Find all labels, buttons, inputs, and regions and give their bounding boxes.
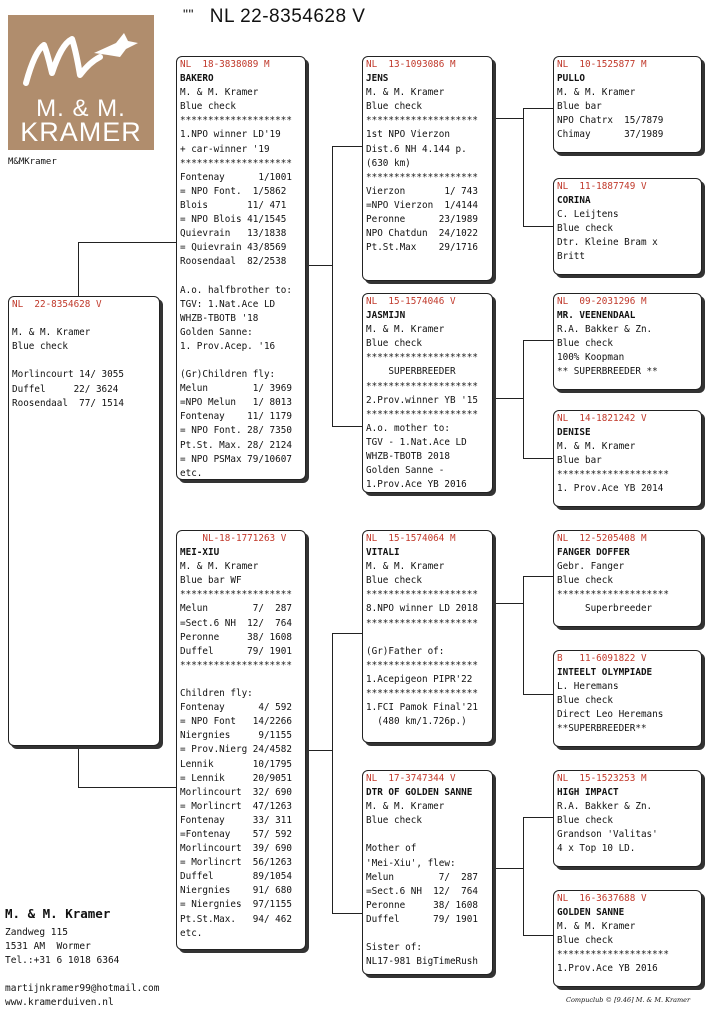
- detail-line: = NPO Font. 1/5862: [180, 185, 287, 197]
- detail-line: Blue check: [557, 575, 613, 587]
- logo-line2: KRAMER: [20, 117, 142, 147]
- detail-line: NPO Chatrx 15/7879: [557, 115, 664, 127]
- pigeon-details: [557, 680, 698, 736]
- detail-line: 8.NPO winner LD 2018: [366, 603, 478, 615]
- pigeon-details: [180, 86, 302, 480]
- detail-line: 1.Acepigeon PIPR'22: [366, 673, 473, 685]
- detail-line: M. & M. Kramer: [557, 87, 636, 99]
- pedigree-header: [183, 6, 365, 28]
- detail-line: ********************: [366, 171, 478, 183]
- pigeon-details: [557, 800, 698, 856]
- detail-line: = Niergnies 97/1155: [180, 899, 292, 911]
- connector: [523, 108, 524, 226]
- pigeon-card-dam-dam-dam[interactable]: [553, 890, 702, 987]
- detail-line: [12, 354, 156, 368]
- detail-line: 'Mei-Xiu', flew:: [366, 857, 456, 869]
- detail-line: (630 km): [366, 157, 411, 169]
- detail-line: ********************: [366, 688, 478, 700]
- detail-line: Melun 7/ 287: [366, 871, 478, 883]
- detail-line: = Morlincrt 47/1263: [180, 800, 292, 812]
- detail-line: ** SUPERBREEDER **: [557, 366, 658, 378]
- detail-line: Blois 11/ 471: [180, 199, 287, 211]
- detail-line: =Fontenay 57/ 592: [180, 828, 292, 840]
- detail-line: 1st NPO Vierzon: [366, 129, 450, 141]
- pigeon-name: PULLO: [557, 73, 585, 85]
- connector: [493, 868, 523, 869]
- detail-line: Roosendaal 77/ 1514: [12, 397, 124, 409]
- pigeon-details: [557, 208, 698, 264]
- ring-number: NL 09-2031296 M: [557, 296, 647, 307]
- pigeon-details: [557, 440, 698, 496]
- detail-line: TGV - 1.Nat.Ace LD: [366, 436, 467, 448]
- detail-line: Pt.St.Max 29/1716: [366, 242, 478, 254]
- pigeon-card-dam-dam[interactable]: [362, 770, 493, 975]
- detail-line: Golden Sanne -: [366, 465, 445, 477]
- detail-line: 1.Prov.Ace YB 2016: [557, 963, 658, 975]
- connector: [523, 576, 524, 694]
- detail-line: A.o. halfbrother to:: [180, 284, 292, 296]
- pigeon-details: [12, 312, 156, 411]
- detail-line: Blue check: [557, 935, 613, 947]
- detail-line: M. & M. Kramer: [366, 87, 445, 99]
- detail-line: 1.NPO winner LD'19: [180, 129, 281, 141]
- detail-line: **SUPERBREEDER**: [557, 723, 647, 735]
- ring-number: NL 15-1523253 M: [557, 773, 647, 784]
- detail-line: R.A. Bakker & Zn.: [557, 801, 653, 813]
- detail-line: [366, 927, 489, 941]
- detail-line: = NPO PSMax 79/10607: [180, 453, 292, 465]
- detail-line: =NPO Vierzon 1/4144: [366, 199, 478, 211]
- detail-line: Niergnies 91/ 680: [180, 885, 292, 897]
- detail-line: ********************: [180, 115, 292, 127]
- connector: [523, 694, 553, 695]
- pigeon-name: CORINA: [557, 195, 591, 207]
- connector: [523, 340, 524, 458]
- connector: [523, 817, 524, 935]
- pigeon-name: DTR OF GOLDEN SANNE: [366, 787, 473, 799]
- pigeon-details: [557, 560, 698, 616]
- detail-line: NPO Chatdun 24/1022: [366, 228, 478, 240]
- detail-line: Melun 7/ 287: [180, 603, 292, 615]
- detail-line: ********************: [557, 469, 669, 481]
- detail-line: ********************: [366, 617, 478, 629]
- detail-line: ********************: [366, 352, 478, 364]
- detail-line: Duffel 22/ 3624: [12, 383, 119, 395]
- detail-line: NL17-981 BigTimeRush: [366, 956, 478, 968]
- ring-number: B 11-6091822 V: [557, 653, 647, 664]
- pigeon-name: BAKERO: [180, 73, 214, 85]
- detail-line: A.o. mother to:: [366, 422, 450, 434]
- detail-line: M. & M. Kramer: [366, 324, 445, 336]
- detail-line: ********************: [180, 659, 292, 671]
- detail-line: L. Heremans: [557, 681, 619, 693]
- detail-line: R.A. Bakker & Zn.: [557, 324, 653, 336]
- pigeon-card-dam-sire-dam[interactable]: [553, 650, 702, 747]
- pigeon-card-dam-sire-sire[interactable]: [553, 530, 702, 627]
- connector: [332, 633, 362, 634]
- detail-line: WHZB-TBOTB '18: [180, 312, 259, 324]
- detail-line: Blue check: [557, 695, 613, 707]
- detail-line: =Sect.6 NH 12/ 764: [180, 617, 292, 629]
- ring-number: NL 11-1887749 V: [557, 181, 647, 192]
- connector: [493, 603, 523, 604]
- detail-line: Britt: [557, 251, 585, 263]
- pigeon-details: [557, 920, 698, 976]
- detail-line: = NPO Blois 41/1545: [180, 214, 287, 226]
- pigeon-details: [366, 86, 489, 255]
- ring-number: NL 12-5205408 M: [557, 533, 647, 544]
- connector: [523, 935, 553, 936]
- detail-line: Duffel 79/ 1901: [366, 913, 478, 925]
- detail-line: TGV: 1.Nat.Ace LD: [180, 298, 276, 310]
- detail-line: Blue check: [557, 815, 613, 827]
- detail-line: [366, 631, 489, 645]
- pigeon-card-dam-sire[interactable]: [362, 530, 493, 743]
- connector: [78, 242, 79, 298]
- detail-line: ********************: [366, 115, 478, 127]
- detail-line: (480 km/1.726p.): [366, 716, 467, 728]
- detail-line: Blue bar: [557, 101, 602, 113]
- connector: [306, 265, 332, 266]
- detail-line: ********************: [366, 589, 478, 601]
- detail-line: =NPO Melun 1/ 8013: [180, 397, 292, 409]
- pigeon-name: MEI-XIU: [180, 547, 220, 559]
- detail-line: Blue check: [557, 338, 613, 350]
- connector: [523, 458, 553, 459]
- ring-number: NL 22-8354628 V: [12, 299, 102, 310]
- detail-line: ********************: [180, 589, 292, 601]
- detail-line: M. & M. Kramer: [180, 561, 259, 573]
- pigeon-card-sire-dam-dam[interactable]: [553, 410, 702, 507]
- detail-line: Peronne 38/ 1608: [180, 631, 292, 643]
- detail-line: Peronne 23/1989: [366, 214, 478, 226]
- detail-line: Mother of: [366, 843, 417, 855]
- ring-number: NL 10-1525877 M: [557, 59, 647, 70]
- detail-line: Grandson 'Valitas': [557, 829, 658, 841]
- ring-number: NL 13-1093086 M: [366, 59, 456, 70]
- pigeon-details: [557, 86, 698, 142]
- pigeon-details: [180, 560, 302, 941]
- pigeon-name: JENS: [366, 73, 389, 85]
- detail-line: Blue check: [557, 223, 613, 235]
- detail-line: M. & M. Kramer: [12, 327, 91, 339]
- detail-line: [12, 312, 156, 326]
- detail-line: =Sect.6 NH 12/ 764: [366, 885, 478, 897]
- detail-line: = Lennik 20/9051: [180, 772, 292, 784]
- pigeon-details: [366, 560, 489, 729]
- connector: [78, 787, 176, 788]
- detail-line: Blue bar: [557, 455, 602, 467]
- owner-name: M. & M. Kramer: [5, 906, 111, 921]
- detail-line: ********************: [366, 380, 478, 392]
- connector: [332, 633, 333, 913]
- detail-line: = Quievrain 43/8569: [180, 242, 287, 254]
- detail-line: Superbreeder: [557, 603, 653, 615]
- pigeon-name: VITALI: [366, 547, 400, 559]
- detail-line: ********************: [366, 408, 478, 420]
- detail-line: 1. Prov.Acep. '16: [180, 340, 276, 352]
- ring-number: NL 18-3838089 M: [180, 59, 270, 70]
- connector: [493, 398, 523, 399]
- connector: [523, 340, 553, 341]
- pigeon-card-sire-sire[interactable]: [362, 56, 493, 281]
- detail-line: Fontenay 11/ 1179: [180, 411, 292, 423]
- pigeon-name: INTEELT OLYMPIADE: [557, 667, 653, 679]
- connector: [523, 226, 553, 227]
- detail-line: = NPO Font 14/2266: [180, 716, 292, 728]
- owner-street: Zandweg 115: [5, 927, 68, 938]
- pigeon-name: MR. VEENENDAAL: [557, 310, 636, 322]
- detail-line: 1.Prov.Ace YB 2016: [366, 479, 467, 491]
- detail-line: Dist.6 NH 4.144 p.: [366, 143, 467, 155]
- pigeon-logo-icon: [22, 31, 140, 91]
- detail-line: Dtr. Kleine Bram x: [557, 237, 658, 249]
- detail-line: [366, 828, 489, 842]
- detail-line: [180, 673, 302, 687]
- detail-line: Gebr. Fanger: [557, 561, 625, 573]
- ring-number: NL 17-3747344 V: [366, 773, 456, 784]
- detail-line: Blue check: [366, 338, 422, 350]
- pigeon-card-sire-sire-sire[interactable]: [553, 56, 702, 153]
- detail-line: Morlincourt 32/ 690: [180, 786, 292, 798]
- detail-line: Morlincourt 39/ 690: [180, 843, 292, 855]
- detail-line: Blue check: [366, 101, 422, 113]
- detail-line: (Gr)Children fly:: [180, 369, 276, 381]
- pigeon-card-sire-dam[interactable]: [362, 293, 493, 493]
- detail-line: Sister of:: [366, 942, 422, 954]
- ring-number: NL 15-1574046 V: [366, 296, 456, 307]
- detail-line: etc.: [180, 927, 203, 939]
- detail-line: M. & M. Kramer: [180, 87, 259, 99]
- detail-line: 1.FCI Pamok Final'21: [366, 702, 478, 714]
- pigeon-details: [557, 323, 698, 379]
- detail-line: [180, 354, 302, 368]
- pigeon-name: GOLDEN SANNE: [557, 907, 625, 919]
- detail-line: 4 x Top 10 LD.: [557, 843, 636, 855]
- ring-number: NL 14-1821242 V: [557, 413, 647, 424]
- detail-line: Golden Sanne:: [180, 326, 253, 338]
- header-title: NL 22-8354628 V: [209, 6, 366, 27]
- detail-line: Direct Leo Heremans: [557, 709, 664, 721]
- detail-line: Duffel 79/ 1901: [180, 645, 292, 657]
- detail-line: Blue bar WF: [180, 575, 242, 587]
- detail-line: Fontenay 33/ 311: [180, 814, 292, 826]
- detail-line: = Prov.Nierg 24/4582: [180, 744, 292, 756]
- detail-line: Chimay 37/1989: [557, 129, 664, 141]
- detail-line: Blue check: [366, 815, 422, 827]
- pigeon-name: HIGH IMPACT: [557, 787, 619, 799]
- detail-line: Children fly:: [180, 688, 253, 700]
- pigeon-card-dam[interactable]: [176, 530, 306, 950]
- pigeon-name: JASMIJN: [366, 310, 406, 322]
- detail-line: ********************: [366, 659, 478, 671]
- detail-line: Vierzon 1/ 743: [366, 185, 478, 197]
- detail-line: Morlincourt 14/ 3055: [12, 369, 124, 381]
- connector: [332, 426, 362, 427]
- detail-line: = NPO Font. 28/ 7350: [180, 425, 292, 437]
- detail-line: ********************: [180, 157, 292, 169]
- detail-line: Lennik 10/1795: [180, 758, 292, 770]
- detail-line: Quievrain 13/1838: [180, 228, 287, 240]
- connector: [78, 242, 176, 243]
- detail-line: Duffel 89/1054: [180, 871, 292, 883]
- detail-line: + car-winner '19: [180, 143, 270, 155]
- detail-line: 1. Prov.Ace YB 2014: [557, 483, 664, 495]
- detail-line: etc.: [180, 467, 203, 479]
- pigeon-card-sire-sire-dam[interactable]: [553, 178, 702, 275]
- pigeon-card-sire-dam-sire[interactable]: [553, 293, 702, 390]
- connector: [332, 146, 362, 147]
- detail-line: M. & M. Kramer: [557, 441, 636, 453]
- detail-line: 2.Prov.winner YB '15: [366, 394, 478, 406]
- detail-line: WHZB-TBOTB 2018: [366, 451, 450, 463]
- detail-line: Roosendaal 82/2538: [180, 256, 287, 268]
- detail-line: Blue check: [366, 575, 422, 587]
- kramer-logo: [8, 15, 154, 150]
- detail-line: Melun 1/ 3969: [180, 383, 292, 395]
- ring-number: NL 16-3637688 V: [557, 893, 647, 904]
- pigeon-name: DENISE: [557, 427, 591, 439]
- connector: [332, 146, 333, 426]
- logo-caption: M&MKramer: [8, 157, 57, 167]
- pigeon-card-dam-dam-sire[interactable]: [553, 770, 702, 867]
- detail-line: [180, 269, 302, 283]
- pigeon-details: [366, 800, 489, 969]
- detail-line: Fontenay 1/1001: [180, 171, 292, 183]
- detail-line: M. & M. Kramer: [557, 921, 636, 933]
- software-credit: Compuclub © [9.46] M. & M. Kramer: [566, 996, 691, 1004]
- detail-line: (Gr)Father of:: [366, 645, 445, 657]
- connector: [493, 118, 523, 119]
- detail-line: Peronne 38/ 1608: [366, 899, 478, 911]
- owner-city: 1531 AM Wormer: [5, 941, 91, 952]
- detail-line: SUPERBREEDER: [366, 366, 456, 378]
- pigeon-card-main[interactable]: [8, 296, 160, 746]
- detail-line: C. Leijtens: [557, 209, 619, 221]
- pigeon-details: [366, 323, 489, 492]
- ring-number: NL-18-1771263 V: [180, 533, 287, 544]
- logo-line1: M. & M.: [36, 95, 126, 122]
- detail-line: = Morlincrt 56/1263: [180, 857, 292, 869]
- detail-line: Pt.St.Max. 94/ 462: [180, 913, 292, 925]
- owner-website[interactable]: www.kramerduiven.nl: [5, 997, 114, 1008]
- header-quote: "": [183, 6, 194, 22]
- pigeon-card-sire[interactable]: [176, 56, 306, 480]
- owner-email[interactable]: martijnkramer99@hotmail.com: [5, 983, 160, 994]
- detail-line: ********************: [557, 949, 669, 961]
- detail-line: M. & M. Kramer: [366, 801, 445, 813]
- detail-line: Pt.St. Max. 28/ 2124: [180, 439, 292, 451]
- detail-line: M. & M. Kramer: [366, 561, 445, 573]
- detail-line: Niergnies 9/1155: [180, 730, 292, 742]
- ring-number: NL 15-1574064 M: [366, 533, 456, 544]
- pigeon-name: FANGER DOFFER: [557, 547, 630, 559]
- connector: [332, 913, 362, 914]
- connector: [78, 745, 79, 787]
- detail-line: ********************: [557, 589, 669, 601]
- connector: [523, 576, 553, 577]
- detail-line: Blue check: [12, 341, 68, 353]
- detail-line: 100% Koopman: [557, 352, 625, 364]
- connector: [523, 108, 553, 109]
- connector: [523, 817, 553, 818]
- connector: [306, 750, 332, 751]
- detail-line: Blue check: [180, 101, 236, 113]
- owner-phone: Tel.:+31 6 1018 6364: [5, 955, 120, 966]
- detail-line: Fontenay 4/ 592: [180, 702, 292, 714]
